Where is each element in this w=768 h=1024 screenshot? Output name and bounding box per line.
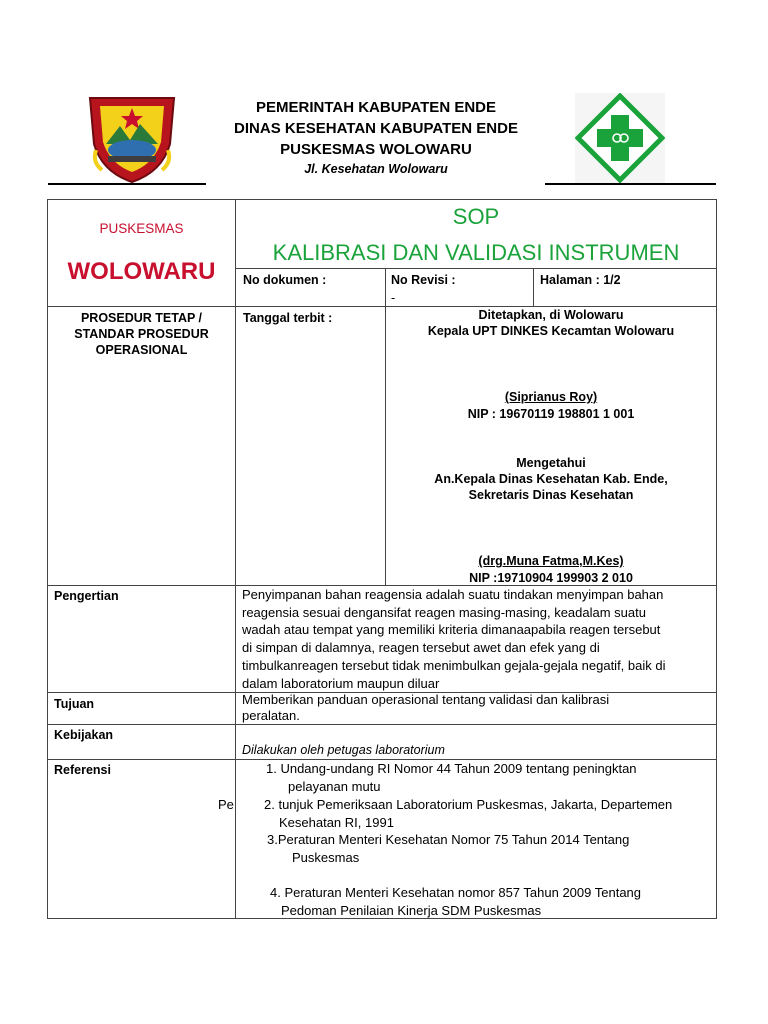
header-line-right: [545, 183, 716, 185]
letterhead: [200, 97, 552, 178]
signer2-name-text: (drg.Muna Fatma,M.Kes): [478, 554, 624, 568]
approval-block: [386, 307, 716, 339]
signer1-name-text: (Siprianus Roy): [504, 390, 598, 404]
pengertian-line: wadah atau tempat yang memiliki kriteria dimanaapabila reagen tersebut: [242, 622, 661, 638]
pengertian-text: [242, 586, 714, 692]
puskesmas-label: PUSKESMAS: [99, 221, 184, 236]
referensi-item-3: [267, 831, 629, 866]
referensi-line: pelayanan mutu: [288, 778, 381, 794]
procedure-label-line1: PROSEDUR TETAP /: [80, 311, 203, 325]
mengetahui-block: [386, 455, 716, 503]
row-divider-title: [235, 268, 717, 269]
referensi-line: 3.Peraturan Menteri Kesehatan Nomor 75 Tahun 2014 Tentang: [267, 832, 630, 847]
kepala-text: Kepala UPT DINKES Kecamtan Wolowaru: [427, 324, 675, 338]
signer2-name: [386, 553, 716, 569]
kebijakan-label: Kebijakan: [54, 728, 114, 742]
referensi-line: Kesehatan RI, 1991: [279, 814, 394, 830]
tujuan-label: Tujuan: [54, 697, 95, 711]
referensi-line: 1. Undang-undang RI Nomor 44 Tahun 2009 tentang peningktan: [266, 761, 637, 776]
procedure-label-line3: OPERASIONAL: [95, 343, 188, 357]
tujuan-line: peralatan.: [242, 707, 300, 723]
sop-label: SOP: [452, 204, 500, 229]
table-col-divider: [235, 199, 236, 919]
pengertian-line: di simpan di dalamnya, reagen tersebut awet dan efek yang di: [242, 640, 600, 656]
signer2-nip: NIP :19710904 199903 2 010: [469, 571, 633, 585]
header-line-left: [48, 183, 206, 185]
pengertian-line: dalam laboratorium maupun diluar: [242, 675, 440, 691]
tujuan-text: [242, 692, 714, 723]
signer1-nip: NIP : 19670119 198801 1 001: [467, 407, 635, 421]
procedure-label: [48, 310, 235, 358]
pengertian-line: reagensia sesuai dengansifat reagen masing-masing, keadalam suatu: [242, 604, 646, 620]
referensi-line: 2. tunjuk Pemeriksaan Laboratorium Puskesmas, Jakarta, Departemen: [264, 797, 673, 812]
letterhead-line1: PEMERINTAH KABUPATEN ENDE: [255, 99, 496, 116]
cell-divider-rev: [533, 268, 534, 306]
ditetapkan-text: Ditetapkan, di Wolowaru: [478, 308, 624, 322]
referensi-line: Pedoman Penilaian Kinerja SDM Puskesmas: [281, 902, 542, 918]
referensi-line: Puskesmas: [292, 849, 360, 865]
referensi-label: Referensi: [54, 763, 111, 777]
halaman-label: Halaman : 1/2: [540, 273, 621, 287]
referensi-item-1: [266, 760, 637, 795]
an-kepala-text: An.Kepala Dinas Kesehatan Kab. Ende,: [434, 472, 668, 486]
referensi-item-4: [270, 884, 641, 919]
signer1-name: [386, 389, 716, 405]
row-divider-tujuan: [47, 724, 717, 725]
tujuan-line: Memberikan panduan operasional tentang validasi dan kalibrasi: [242, 692, 610, 707]
table-border-top: [47, 199, 717, 200]
no-revisi-value: -: [391, 291, 396, 305]
tanggal-terbit-label: Tanggal terbit :: [243, 311, 333, 325]
letterhead-line3: PUSKESMAS WOLOWARU: [280, 141, 472, 158]
no-revisi-label: No Revisi :: [391, 273, 456, 287]
pengertian-line: timbulkanreagen tersebut tidak menimbulkan gejala-gejala negatif, baik di: [242, 657, 666, 673]
pengertian-label: Pengertian: [54, 589, 119, 603]
referensi-line: 4. Peraturan Menteri Kesehatan nomor 857 Tahun 2009 Tentang: [270, 885, 642, 900]
pe-fragment: Pe: [218, 797, 234, 812]
sekretaris-text: Sekretaris Dinas Kesehatan: [468, 488, 634, 502]
mengetahui-text: Mengetahui: [516, 456, 586, 470]
table-border-right: [716, 199, 717, 919]
procedure-label-line2: STANDAR PROSEDUR: [74, 327, 209, 341]
letterhead-address: Jl. Kesehatan Wolowaru: [304, 162, 448, 176]
document-title: KALIBRASI DAN VALIDASI INSTRUMEN: [272, 240, 680, 265]
kebijakan-text: Dilakukan oleh petugas laboratorium: [242, 743, 445, 757]
pengertian-line: Penyimpanan bahan reagensia adalah suatu tindakan menyimpan bahan: [242, 587, 664, 602]
puskesmas-name: WOLOWARU: [67, 258, 216, 285]
puskesmas-logo-icon: [575, 93, 665, 183]
letterhead-line2: DINAS KESEHATAN KABUPATEN ENDE: [234, 120, 518, 137]
referensi-item-2: [264, 796, 672, 831]
no-dokumen-label: No dokumen :: [243, 273, 327, 287]
ende-regency-emblem-icon: [82, 84, 182, 184]
table-border-left: [47, 199, 48, 919]
